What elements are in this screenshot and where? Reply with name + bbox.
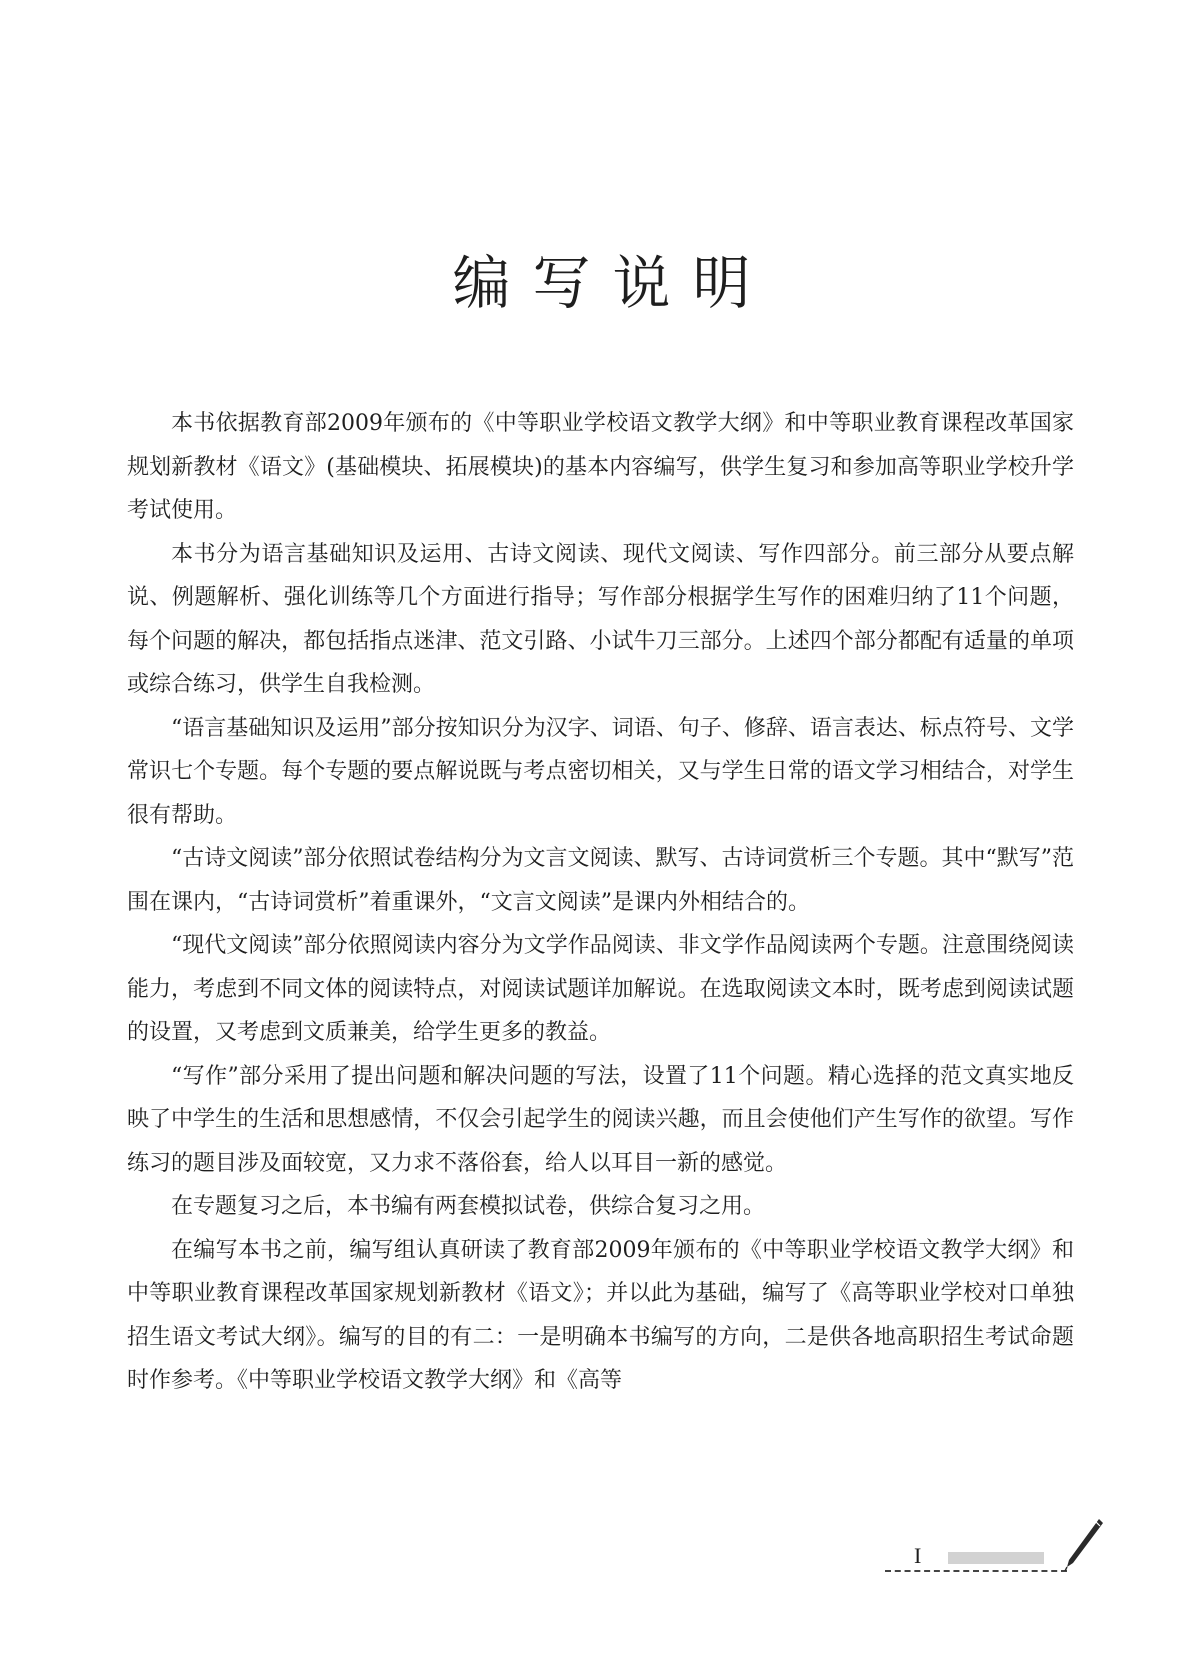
footer-dashed-rule: [885, 1570, 1067, 1572]
paragraph: “现代文阅读”部分依照阅读内容分为文学作品阅读、非文学作品阅读两个专题。注意围绕阅读能力，考虑到不同文体的阅读特点，对阅读试题详加解说。在选取阅读文本时，既考虑到阅读试题的设置，又考虑到文质兼美，给学生更多的教益。: [127, 933, 1074, 1045]
pen-icon: [1063, 1517, 1105, 1573]
page-footer: [885, 1543, 1105, 1583]
paragraph: 在编写本书之前，编写组认真研读了教育部2009年颁布的《中等职业学校语文教学大纲》和中等职业教育课程改革国家规划新教材《语文》；并以此为基础，编写了《高等职业学校对口单独招生语文考试大纲》。编写的目的有二：一是明确本书编写的方向，二是供各地高职招生考试命题时作参考。《中等职业学校语文教学大纲》和《高等: [127, 1237, 1074, 1393]
paragraph: 本书分为语言基础知识及运用、古诗文阅读、现代文阅读、写作四部分。前三部分从要点解说、例题解析、强化训练等几个方面进行指导；写作部分根据学生写作的困难归纳了11个问题，每个问题的解决，都包括指点迷津、范文引路、小试牛刀三部分。上述四个部分都配有适量的单项或综合练习，供学生自我检测。: [127, 541, 1074, 697]
page-number: I: [914, 1543, 922, 1568]
footer-bar: [948, 1552, 1044, 1564]
paragraph: 本书依据教育部2009年颁布的《中等职业学校语文教学大纲》和中等职业教育课程改革国家规划新教材《语文》(基础模块、拓展模块)的基本内容编写，供学生复习和参加高等职业学校升学考试使用。: [127, 411, 1074, 523]
paragraph: “古诗文阅读”部分依照试卷结构分为文言文阅读、默写、古诗词赏析三个专题。其中“默写”范围在课内，“古诗词赏析”着重课外，“文言文阅读”是课内外相结合的。: [127, 846, 1074, 915]
paragraph: “写作”部分采用了提出问题和解决问题的写法，设置了11个问题。精心选择的范文真实地反映了中学生的生活和思想感情，不仅会引起学生的阅读兴趣，而且会使他们产生写作的欲望。写作练习的题目涉及面较宽，又力求不落俗套，给人以耳目一新的感觉。: [127, 1063, 1074, 1176]
paragraph: “语言基础知识及运用”部分按知识分为汉字、词语、句子、修辞、语言表达、标点符号、文学常识七个专题。每个专题的要点解说既与考点密切相关，又与学生日常的语文学习相结合，对学生很有帮助。: [127, 715, 1074, 828]
body-text: [127, 402, 1074, 1403]
page-title: 编写说明: [452, 249, 773, 317]
paragraph: 在专题复习之后，本书编有两套模拟试卷，供综合复习之用。: [171, 1194, 766, 1219]
